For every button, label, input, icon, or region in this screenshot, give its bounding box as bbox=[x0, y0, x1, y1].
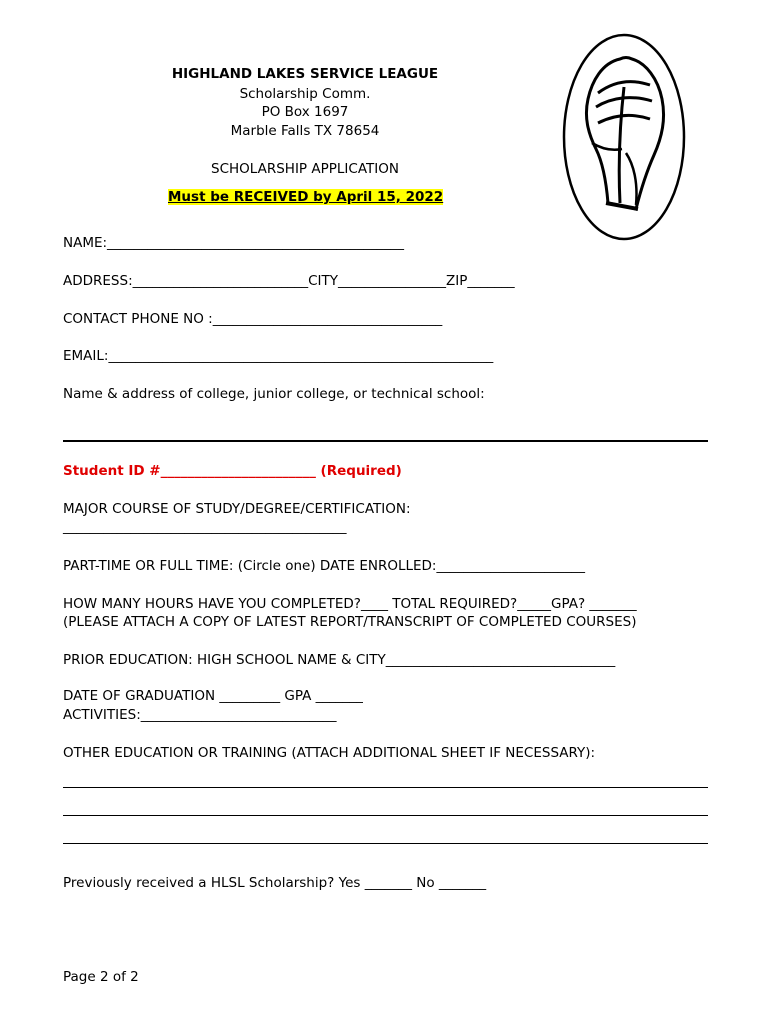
page-number: Page 2 of 2 bbox=[63, 969, 139, 985]
major-label: MAJOR COURSE OF STUDY/DEGREE/CERTIFICATION: bbox=[63, 501, 411, 517]
college-line[interactable] bbox=[63, 440, 708, 442]
other-education-label: OTHER EDUCATION OR TRAINING (ATTACH ADDITIONAL SHEET IF NECESSARY): bbox=[63, 745, 596, 761]
praying-hands-icon bbox=[562, 33, 686, 241]
college-label: Name & address of college, junior college, or technical school: bbox=[63, 386, 485, 402]
po-box: PO Box 1697 bbox=[261, 104, 349, 120]
email-field[interactable]: EMAIL:_________________________________________________________ bbox=[63, 348, 494, 364]
address-field[interactable]: ADDRESS:__________________________CITY________________ZIP_______ bbox=[63, 273, 515, 289]
hours-field[interactable]: HOW MANY HOURS HAVE YOU COMPLETED?____ TOTAL REQUIRED?_____GPA? _______ bbox=[63, 596, 637, 612]
name-field[interactable]: NAME:____________________________________________ bbox=[63, 235, 405, 251]
phone-field[interactable]: CONTACT PHONE NO :__________________________________ bbox=[63, 311, 443, 327]
major-line[interactable]: __________________________________________ bbox=[63, 519, 347, 535]
prior-education-field[interactable]: PRIOR EDUCATION: HIGH SCHOOL NAME & CITY__________________________________ bbox=[63, 652, 616, 668]
attach-note: (PLEASE ATTACH A COPY OF LATEST REPORT/TRANSCRIPT OF COMPLETED COURSES) bbox=[63, 614, 637, 630]
activities-field[interactable]: ACTIVITIES:_____________________________ bbox=[63, 707, 337, 723]
other-education-line-2[interactable] bbox=[63, 815, 708, 816]
previous-scholarship-field[interactable]: Previously received a HLSL Scholarship? Yes _______ No _______ bbox=[63, 875, 487, 891]
student-id-field[interactable]: Student ID #_______________________ (Required) bbox=[63, 463, 402, 479]
graduation-field[interactable]: DATE OF GRADUATION _________ GPA _______ bbox=[63, 688, 363, 704]
city-state: Marble Falls TX 78654 bbox=[230, 123, 380, 139]
deadline-text: Must be RECEIVED by April 15, 2022 bbox=[168, 189, 444, 205]
dept-name: Scholarship Comm. bbox=[239, 86, 371, 102]
other-education-line-1[interactable] bbox=[63, 787, 708, 788]
deadline-notice bbox=[168, 189, 443, 205]
org-name: HIGHLAND LAKES SERVICE LEAGUE bbox=[171, 66, 439, 82]
part-time-field[interactable]: PART-TIME OR FULL TIME: (Circle one) DATE ENROLLED:______________________ bbox=[63, 558, 585, 574]
other-education-line-3[interactable] bbox=[63, 843, 708, 844]
form-title: SCHOLARSHIP APPLICATION bbox=[211, 161, 399, 177]
